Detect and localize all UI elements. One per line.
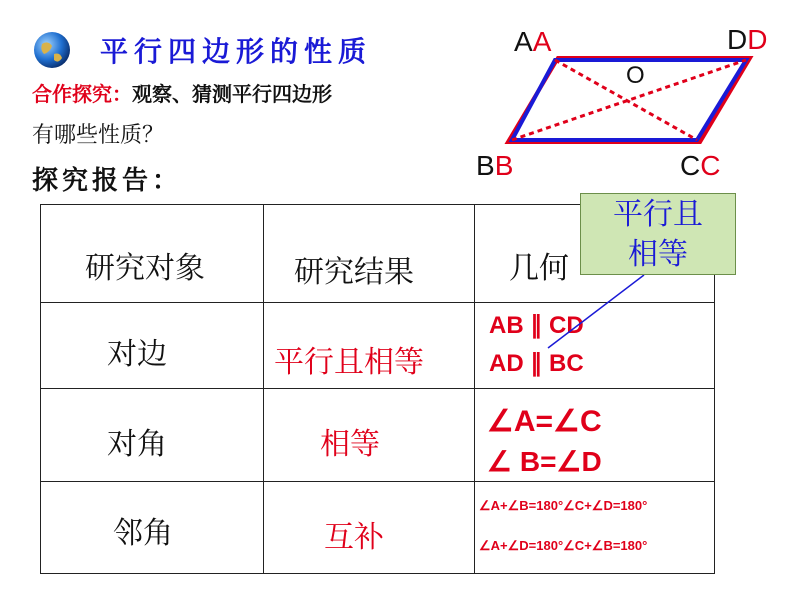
table-row (41, 389, 715, 482)
callout-line-1: 平行且 (613, 197, 703, 232)
vertex-label-o: O (626, 62, 645, 89)
header-cell-result: 研究结果 (264, 205, 475, 303)
page-title: 平行四边形的性质 (100, 35, 373, 68)
vertex-label-d: DD (727, 24, 768, 55)
cell-geometry: ∠A+∠B=180°∠C+∠D=180° ∠A+∠D=180°∠C+∠B=180° (475, 482, 715, 574)
vertex-label-a: AA (514, 26, 552, 57)
cell-result: 互补 (264, 482, 475, 574)
inquiry-label: 合作探究： (32, 82, 132, 106)
vertex-label-c: CC (680, 150, 721, 181)
table-row (41, 482, 715, 574)
callout-box (580, 193, 736, 275)
cell-result: 平行且相等 (264, 303, 475, 389)
globe-icon (32, 30, 72, 70)
vertex-label-b: BB (476, 150, 514, 181)
cell-geometry: ∠A=∠C ∠ B=∠D (475, 389, 715, 482)
callout-connector (540, 270, 650, 360)
cell-result: 相等 (264, 389, 475, 482)
inquiry-text: 观察、猜测平行四边形 (132, 82, 332, 106)
report-label: 探究报告： (32, 166, 183, 196)
inquiry-text-continued: 有哪些性质？ (32, 123, 165, 148)
callout-line-2: 相等 (628, 237, 688, 272)
header-cell-geometry: 几何 (475, 205, 715, 303)
cell-object: 对边 (41, 303, 264, 389)
cell-object: 邻角 (41, 482, 264, 574)
cell-object: 对角 (41, 389, 264, 482)
inquiry-line (32, 78, 332, 107)
header-cell-object: 研究对象 (41, 205, 264, 303)
cell-geometry: AB ∥ CD AD ∥ BC (475, 303, 715, 389)
